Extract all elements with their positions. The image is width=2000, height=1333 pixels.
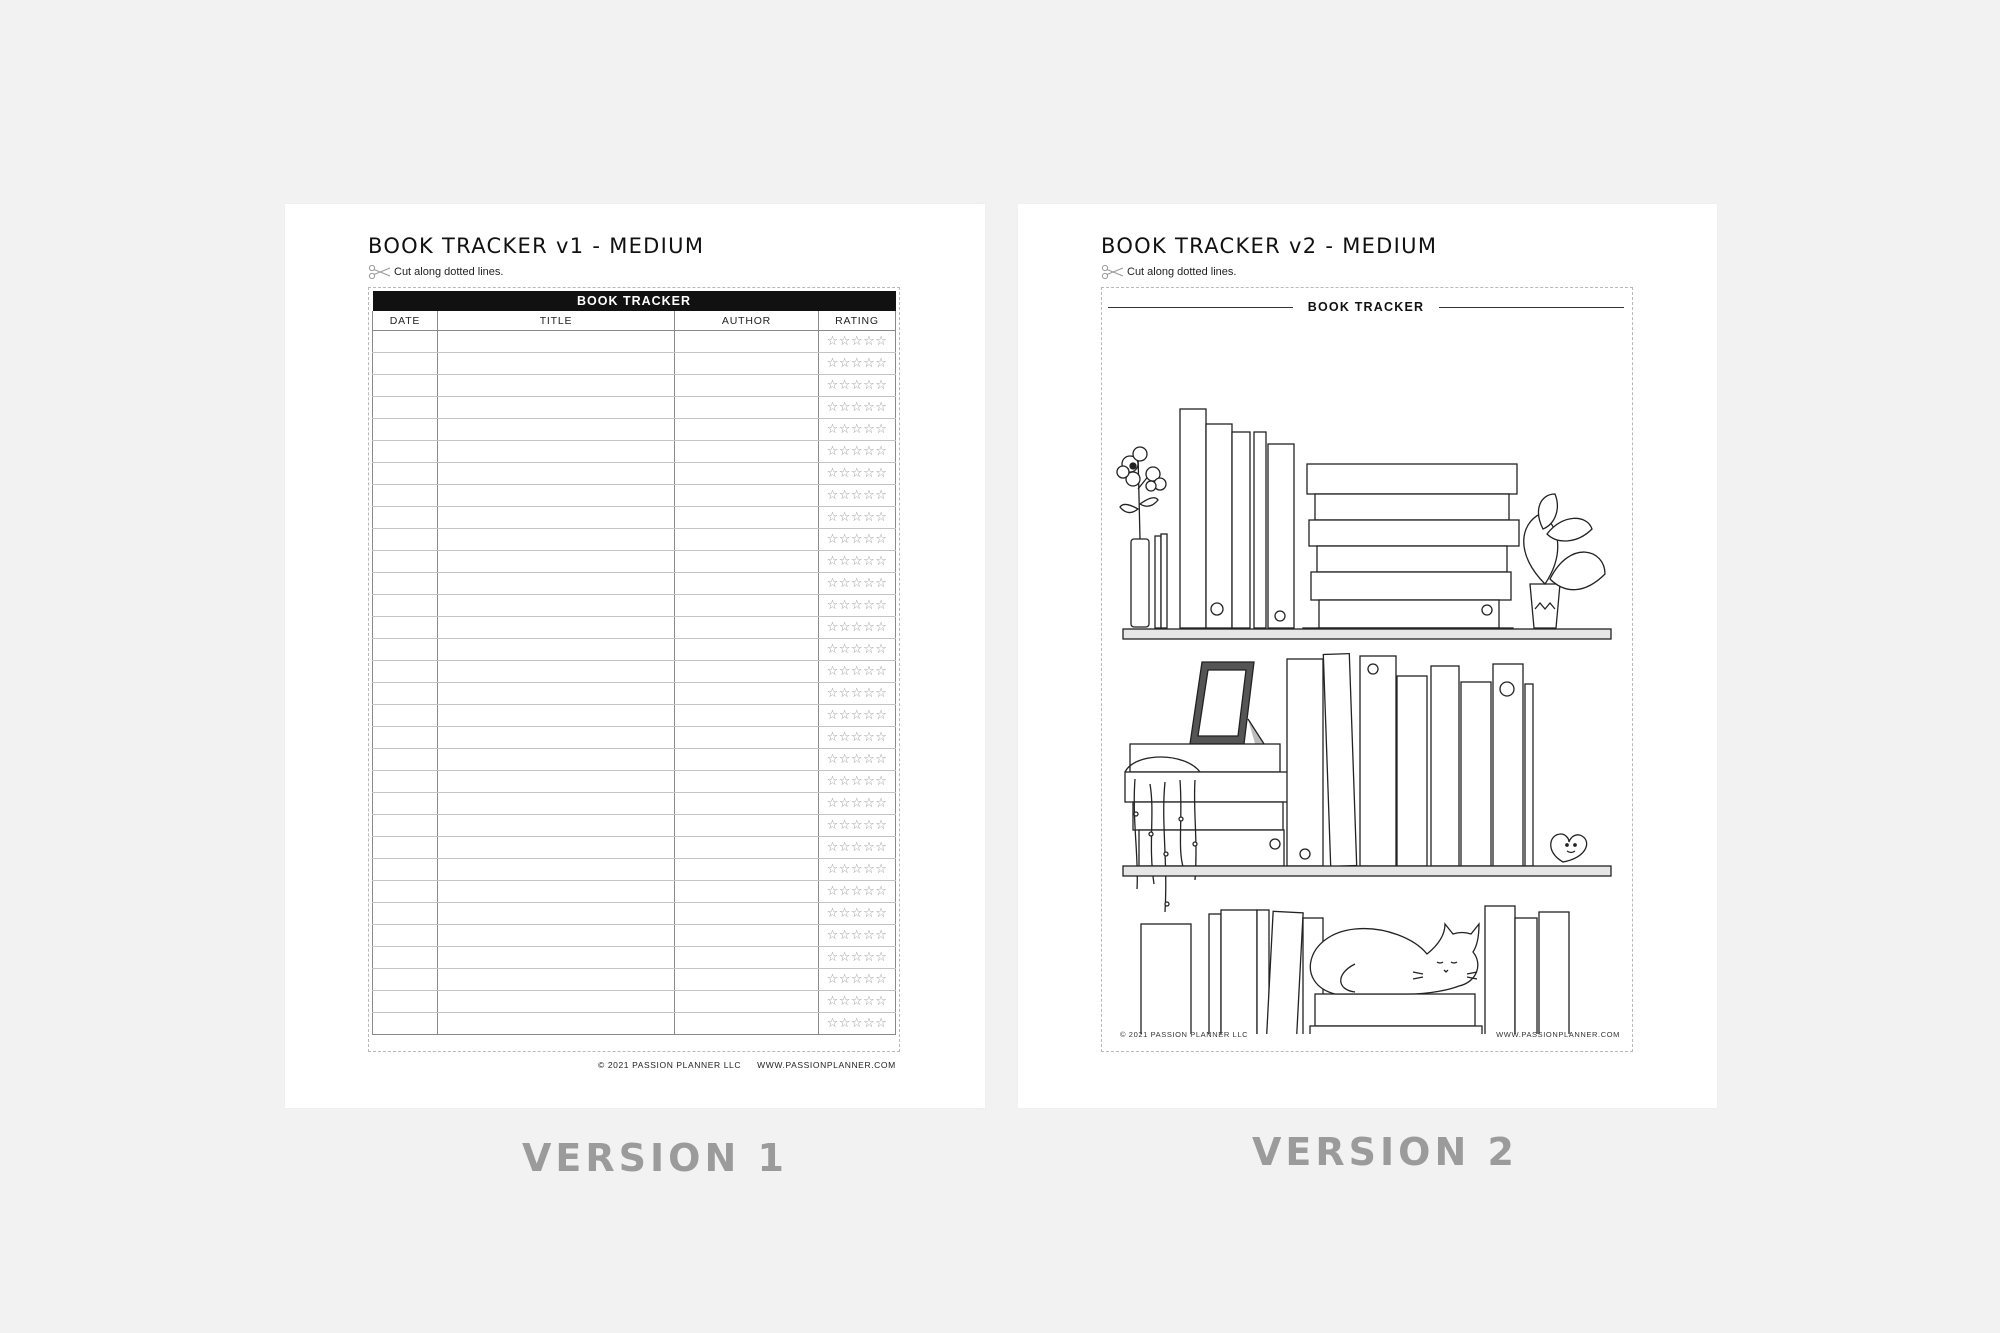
rating-cell[interactable]: ☆☆☆☆☆ bbox=[819, 353, 896, 375]
sheet-title: BOOK TRACKER v1 - MEDIUM bbox=[368, 234, 705, 258]
scissors-icon bbox=[1101, 264, 1125, 280]
author-cell[interactable] bbox=[675, 815, 819, 837]
table-row bbox=[373, 727, 896, 749]
author-cell[interactable] bbox=[675, 925, 819, 947]
title-cell[interactable] bbox=[438, 595, 675, 617]
author-cell[interactable] bbox=[675, 727, 819, 749]
date-cell[interactable] bbox=[373, 529, 438, 551]
rating-cell[interactable]: ☆☆☆☆☆ bbox=[819, 837, 896, 859]
date-cell[interactable] bbox=[373, 815, 438, 837]
table-row bbox=[373, 573, 896, 595]
rating-cell[interactable]: ☆☆☆☆☆ bbox=[819, 375, 896, 397]
author-cell[interactable] bbox=[675, 551, 819, 573]
date-cell[interactable] bbox=[373, 617, 438, 639]
rating-cell[interactable]: ☆☆☆☆☆ bbox=[819, 991, 896, 1013]
title-cell[interactable] bbox=[438, 727, 675, 749]
rating-cell[interactable]: ☆☆☆☆☆ bbox=[819, 463, 896, 485]
title-cell[interactable] bbox=[438, 375, 675, 397]
table-row bbox=[373, 507, 896, 529]
cut-note bbox=[1101, 264, 1236, 280]
table-row bbox=[373, 529, 896, 551]
author-cell[interactable] bbox=[675, 419, 819, 441]
author-cell[interactable] bbox=[675, 463, 819, 485]
author-cell[interactable] bbox=[675, 397, 819, 419]
version1-sheet bbox=[285, 204, 985, 1108]
column-header-rating: RATING bbox=[819, 311, 896, 331]
author-cell[interactable] bbox=[675, 881, 819, 903]
author-cell[interactable] bbox=[675, 661, 819, 683]
date-cell[interactable] bbox=[373, 903, 438, 925]
title-cell[interactable] bbox=[438, 573, 675, 595]
picture-frame-icon bbox=[1190, 662, 1266, 747]
author-cell[interactable] bbox=[675, 837, 819, 859]
rating-cell[interactable]: ☆☆☆☆☆ bbox=[819, 727, 896, 749]
table-row bbox=[373, 353, 896, 375]
table-row bbox=[373, 793, 896, 815]
rating-cell[interactable]: ☆☆☆☆☆ bbox=[819, 551, 896, 573]
footer-copyright: © 2021 PASSION PLANNER LLC bbox=[1120, 1030, 1249, 1039]
footer bbox=[598, 1060, 896, 1070]
rating-cell[interactable]: ☆☆☆☆☆ bbox=[819, 419, 896, 441]
rating-cell[interactable]: ☆☆☆☆☆ bbox=[819, 969, 896, 991]
rating-cell[interactable]: ☆☆☆☆☆ bbox=[819, 815, 896, 837]
author-cell[interactable] bbox=[675, 595, 819, 617]
footer-url: WWW.PASSIONPLANNER.COM bbox=[757, 1060, 896, 1070]
column-header-author: AUTHOR bbox=[675, 311, 819, 331]
date-cell[interactable] bbox=[373, 639, 438, 661]
author-cell[interactable] bbox=[675, 331, 819, 353]
column-header-date: DATE bbox=[373, 311, 438, 331]
date-cell[interactable] bbox=[373, 991, 438, 1013]
rating-cell[interactable]: ☆☆☆☆☆ bbox=[819, 639, 896, 661]
rating-cell[interactable]: ☆☆☆☆☆ bbox=[819, 617, 896, 639]
rating-cell[interactable]: ☆☆☆☆☆ bbox=[819, 441, 896, 463]
books-row-1 bbox=[1155, 409, 1519, 630]
rating-cell[interactable]: ☆☆☆☆☆ bbox=[819, 947, 896, 969]
date-cell[interactable] bbox=[373, 793, 438, 815]
book-tracker-table bbox=[372, 291, 896, 1035]
date-cell[interactable] bbox=[373, 947, 438, 969]
date-cell[interactable] bbox=[373, 1013, 438, 1035]
cut-note bbox=[368, 264, 503, 280]
title-cell[interactable] bbox=[438, 397, 675, 419]
rating-cell[interactable]: ☆☆☆☆☆ bbox=[819, 331, 896, 353]
author-cell[interactable] bbox=[675, 1013, 819, 1035]
author-cell[interactable] bbox=[675, 683, 819, 705]
author-cell[interactable] bbox=[675, 969, 819, 991]
rating-cell[interactable]: ☆☆☆☆☆ bbox=[819, 903, 896, 925]
title-cell[interactable] bbox=[438, 617, 675, 639]
date-cell[interactable] bbox=[373, 507, 438, 529]
table-row bbox=[373, 639, 896, 661]
title-cell[interactable] bbox=[438, 991, 675, 1013]
rating-cell[interactable]: ☆☆☆☆☆ bbox=[819, 595, 896, 617]
table-row bbox=[373, 463, 896, 485]
date-cell[interactable] bbox=[373, 485, 438, 507]
table-row bbox=[373, 749, 896, 771]
title-cell[interactable] bbox=[438, 331, 675, 353]
title-cell[interactable] bbox=[438, 661, 675, 683]
table-row bbox=[373, 331, 896, 353]
book-tracker-heading bbox=[1108, 299, 1624, 315]
table-row bbox=[373, 661, 896, 683]
author-cell[interactable] bbox=[675, 573, 819, 595]
table-row bbox=[373, 397, 896, 419]
rating-cell[interactable]: ☆☆☆☆☆ bbox=[819, 705, 896, 727]
author-cell[interactable] bbox=[675, 617, 819, 639]
date-cell[interactable] bbox=[373, 595, 438, 617]
scissors-icon bbox=[368, 264, 392, 280]
rating-cell[interactable]: ☆☆☆☆☆ bbox=[819, 793, 896, 815]
books-row-2 bbox=[1287, 654, 1533, 867]
column-header-title: TITLE bbox=[438, 311, 675, 331]
date-cell[interactable] bbox=[373, 551, 438, 573]
date-cell[interactable] bbox=[373, 727, 438, 749]
sleeping-cat-icon bbox=[1310, 924, 1479, 994]
bookshelf-illustration bbox=[1105, 314, 1629, 1034]
title-cell[interactable] bbox=[438, 1013, 675, 1035]
date-cell[interactable] bbox=[373, 375, 438, 397]
title-cell[interactable] bbox=[438, 551, 675, 573]
table-row bbox=[373, 947, 896, 969]
title-cell[interactable] bbox=[438, 441, 675, 463]
title-cell[interactable] bbox=[438, 837, 675, 859]
date-cell[interactable] bbox=[373, 969, 438, 991]
table-row bbox=[373, 925, 896, 947]
date-cell[interactable] bbox=[373, 859, 438, 881]
table-row bbox=[373, 881, 896, 903]
rating-cell[interactable]: ☆☆☆☆☆ bbox=[819, 749, 896, 771]
date-cell[interactable] bbox=[373, 925, 438, 947]
table-row bbox=[373, 441, 896, 463]
table-row bbox=[373, 1013, 896, 1035]
footer-copyright: © 2021 PASSION PLANNER LLC bbox=[598, 1060, 742, 1070]
date-cell[interactable] bbox=[373, 749, 438, 771]
title-cell[interactable] bbox=[438, 771, 675, 793]
author-cell[interactable] bbox=[675, 441, 819, 463]
date-cell[interactable] bbox=[373, 419, 438, 441]
book-stack-middle bbox=[1125, 744, 1290, 866]
title-cell[interactable] bbox=[438, 903, 675, 925]
author-cell[interactable] bbox=[675, 375, 819, 397]
potted-plant-icon bbox=[1524, 494, 1605, 628]
table-row bbox=[373, 705, 896, 727]
rating-cell[interactable]: ☆☆☆☆☆ bbox=[819, 397, 896, 419]
heart-character-icon bbox=[1551, 834, 1587, 862]
table-row bbox=[373, 485, 896, 507]
author-cell[interactable] bbox=[675, 771, 819, 793]
table-row bbox=[373, 815, 896, 837]
heading-text: BOOK TRACKER bbox=[1307, 300, 1425, 314]
date-cell[interactable] bbox=[373, 353, 438, 375]
author-cell[interactable] bbox=[675, 749, 819, 771]
author-cell[interactable] bbox=[675, 639, 819, 661]
table-row bbox=[373, 595, 896, 617]
rating-cell[interactable]: ☆☆☆☆☆ bbox=[819, 859, 896, 881]
heading-rule-right bbox=[1439, 307, 1624, 308]
title-cell[interactable] bbox=[438, 485, 675, 507]
date-cell[interactable] bbox=[373, 397, 438, 419]
title-cell[interactable] bbox=[438, 463, 675, 485]
rating-cell[interactable]: ☆☆☆☆☆ bbox=[819, 529, 896, 551]
date-cell[interactable] bbox=[373, 683, 438, 705]
author-cell[interactable] bbox=[675, 991, 819, 1013]
date-cell[interactable] bbox=[373, 661, 438, 683]
title-cell[interactable] bbox=[438, 419, 675, 441]
title-cell[interactable] bbox=[438, 793, 675, 815]
title-cell[interactable] bbox=[438, 705, 675, 727]
table-row bbox=[373, 617, 896, 639]
sheet-title: BOOK TRACKER v2 - MEDIUM bbox=[1101, 234, 1438, 258]
cut-note-text: Cut along dotted lines. bbox=[394, 266, 504, 278]
date-cell[interactable] bbox=[373, 837, 438, 859]
title-cell[interactable] bbox=[438, 639, 675, 661]
table-row bbox=[373, 419, 896, 441]
footer-url: WWW.PASSIONPLANNER.COM bbox=[1496, 1030, 1620, 1039]
rating-cell[interactable]: ☆☆☆☆☆ bbox=[819, 507, 896, 529]
table-row bbox=[373, 991, 896, 1013]
author-cell[interactable] bbox=[675, 507, 819, 529]
title-cell[interactable] bbox=[438, 947, 675, 969]
title-cell[interactable] bbox=[438, 969, 675, 991]
rating-cell[interactable]: ☆☆☆☆☆ bbox=[819, 925, 896, 947]
title-cell[interactable] bbox=[438, 749, 675, 771]
title-cell[interactable] bbox=[438, 925, 675, 947]
table-row bbox=[373, 771, 896, 793]
table-row bbox=[373, 859, 896, 881]
version2-sheet bbox=[1018, 204, 1717, 1108]
table-row bbox=[373, 551, 896, 573]
author-cell[interactable] bbox=[675, 705, 819, 727]
author-cell[interactable] bbox=[675, 793, 819, 815]
version2-label: VERSION 2 bbox=[1252, 1130, 1518, 1174]
title-cell[interactable] bbox=[438, 683, 675, 705]
date-cell[interactable] bbox=[373, 881, 438, 903]
rating-cell[interactable]: ☆☆☆☆☆ bbox=[819, 1013, 896, 1035]
date-cell[interactable] bbox=[373, 573, 438, 595]
version1-label: VERSION 1 bbox=[522, 1136, 788, 1180]
date-cell[interactable] bbox=[373, 441, 438, 463]
table-title: BOOK TRACKER bbox=[373, 291, 896, 311]
date-cell[interactable] bbox=[373, 705, 438, 727]
rating-cell[interactable]: ☆☆☆☆☆ bbox=[819, 771, 896, 793]
title-cell[interactable] bbox=[438, 507, 675, 529]
author-cell[interactable] bbox=[675, 485, 819, 507]
author-cell[interactable] bbox=[675, 353, 819, 375]
title-cell[interactable] bbox=[438, 859, 675, 881]
title-cell[interactable] bbox=[438, 529, 675, 551]
table-row bbox=[373, 903, 896, 925]
rating-cell[interactable]: ☆☆☆☆☆ bbox=[819, 661, 896, 683]
title-cell[interactable] bbox=[438, 353, 675, 375]
title-cell[interactable] bbox=[438, 815, 675, 837]
table-row bbox=[373, 837, 896, 859]
date-cell[interactable] bbox=[373, 463, 438, 485]
rating-cell[interactable]: ☆☆☆☆☆ bbox=[819, 881, 896, 903]
rating-cell[interactable]: ☆☆☆☆☆ bbox=[819, 485, 896, 507]
rating-cell[interactable]: ☆☆☆☆☆ bbox=[819, 683, 896, 705]
title-cell[interactable] bbox=[438, 881, 675, 903]
author-cell[interactable] bbox=[675, 859, 819, 881]
rating-cell[interactable]: ☆☆☆☆☆ bbox=[819, 573, 896, 595]
date-cell[interactable] bbox=[373, 331, 438, 353]
author-cell[interactable] bbox=[675, 947, 819, 969]
author-cell[interactable] bbox=[675, 529, 819, 551]
table-row bbox=[373, 683, 896, 705]
table-row bbox=[373, 969, 896, 991]
cut-note-text: Cut along dotted lines. bbox=[1127, 266, 1237, 278]
table-row bbox=[373, 375, 896, 397]
author-cell[interactable] bbox=[675, 903, 819, 925]
date-cell[interactable] bbox=[373, 771, 438, 793]
